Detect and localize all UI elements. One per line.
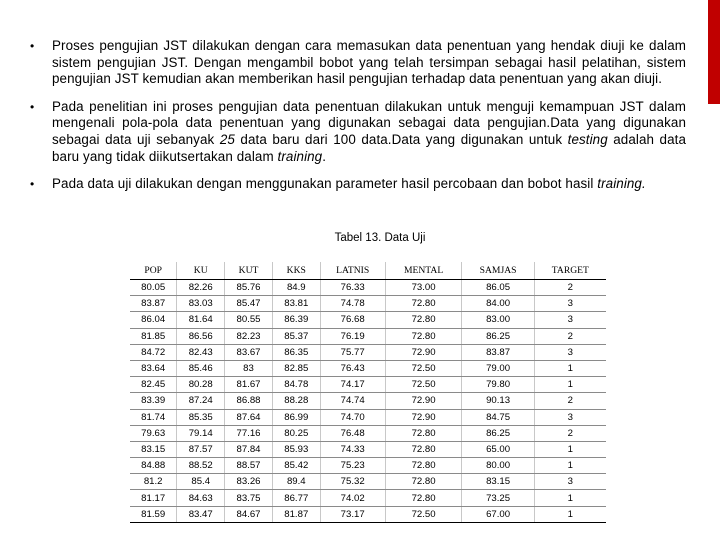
data-table [130, 262, 606, 523]
table-caption: Tabel 13. Data Uji [334, 232, 426, 244]
table-cell: 83.15 [130, 441, 177, 457]
table-cell: 72.80 [385, 490, 462, 506]
table-cell: 73.17 [320, 506, 385, 522]
table-cell: 86.88 [225, 393, 273, 409]
table-cell: 83.81 [272, 296, 320, 312]
table-cell: 3 [534, 312, 606, 328]
table-cell: 1 [534, 458, 606, 474]
table-cell: 83.26 [225, 474, 273, 490]
table-row [130, 377, 606, 393]
table-cell: 1 [534, 506, 606, 522]
table-row [130, 328, 606, 344]
table-cell: 90.13 [462, 393, 534, 409]
table-cell: 72.50 [385, 377, 462, 393]
table-cell: 80.05 [130, 280, 177, 296]
column-header-kks: KKS [272, 262, 320, 280]
table-cell: 80.55 [225, 312, 273, 328]
table-cell: 87.64 [225, 409, 273, 425]
bullet-text-segment: Proses pengujian JST dilakukan dengan cara memasukan data penentuan yang hendak diuji ke dalam sistem pengujian JST. Dengan mengambil bobot yang telah tersimpan sebagai hasil pelatihan, sistem pengujian JST kemudian akan memberikan hasil pengujian terhadap data penentuan yang akan diuji. [52, 38, 686, 87]
table-cell: 85.42 [272, 458, 320, 474]
table-cell: 86.99 [272, 409, 320, 425]
table-row [130, 474, 606, 490]
table-cell: 76.43 [320, 360, 385, 376]
table-cell: 84.9 [272, 280, 320, 296]
bullet-text-segment: training [277, 148, 323, 164]
table-cell: 79.63 [130, 425, 177, 441]
bullet-text-segment: 25 [219, 131, 235, 147]
table-cell: 80.00 [462, 458, 534, 474]
table-cell: 83 [225, 360, 273, 376]
table-cell: 82.85 [272, 360, 320, 376]
table-cell: 76.19 [320, 328, 385, 344]
table-cell: 75.32 [320, 474, 385, 490]
table-cell: 85.35 [177, 409, 225, 425]
table-cell: 80.28 [177, 377, 225, 393]
table-cell: 89.4 [272, 474, 320, 490]
table-cell: 88.52 [177, 458, 225, 474]
table-cell: 85.93 [272, 441, 320, 457]
table-cell: 72.80 [385, 441, 462, 457]
table-cell: 87.57 [177, 441, 225, 457]
table-cell: 86.56 [177, 328, 225, 344]
bullet-marker-icon: • [30, 39, 35, 53]
table-cell: 3 [534, 296, 606, 312]
table-cell: 83.00 [462, 312, 534, 328]
table-cell: 76.48 [320, 425, 385, 441]
table-cell: 65.00 [462, 441, 534, 457]
table-cell: 86.04 [130, 312, 177, 328]
table-cell: 81.67 [225, 377, 273, 393]
table-row [130, 506, 606, 522]
table-cell: 82.43 [177, 344, 225, 360]
table-cell: 2 [534, 328, 606, 344]
table-cell: 72.80 [385, 296, 462, 312]
column-header-target: TARGET [534, 262, 606, 280]
table-cell: 79.14 [177, 425, 225, 441]
table-cell: 85.37 [272, 328, 320, 344]
table-cell: 85.4 [177, 474, 225, 490]
table-cell: 84.72 [130, 344, 177, 360]
table-cell: 86.25 [462, 425, 534, 441]
table-cell: 1 [534, 441, 606, 457]
table-cell: 72.90 [385, 409, 462, 425]
table-cell: 75.77 [320, 344, 385, 360]
table-header-row [130, 262, 606, 280]
column-header-kut: KUT [225, 262, 273, 280]
table-cell: 67.00 [462, 506, 534, 522]
table-cell: 86.77 [272, 490, 320, 506]
table-cell: 84.88 [130, 458, 177, 474]
table-cell: 76.68 [320, 312, 385, 328]
table-cell: 2 [534, 393, 606, 409]
table-cell: 85.76 [225, 280, 273, 296]
table-row [130, 425, 606, 441]
table-cell: 74.70 [320, 409, 385, 425]
table-cell: 88.57 [225, 458, 273, 474]
table-cell: 3 [534, 409, 606, 425]
accent-bar [708, 0, 720, 104]
table-body [130, 280, 606, 523]
table-cell: 81.64 [177, 312, 225, 328]
table-cell: 72.90 [385, 344, 462, 360]
table-cell: 83.67 [225, 344, 273, 360]
bullet-marker-icon: • [30, 99, 35, 114]
table-row [130, 393, 606, 409]
table-cell: 86.05 [462, 280, 534, 296]
table-cell: 85.47 [225, 296, 273, 312]
table-cell: 72.50 [385, 506, 462, 522]
bullet-text-segment: adalah data baru yang tidak diikutsertakan dalam [52, 131, 687, 164]
bullet-list [30, 38, 686, 204]
table-cell: 84.67 [225, 506, 273, 522]
table-cell: 1 [534, 490, 606, 506]
table-cell: 81.17 [130, 490, 177, 506]
table-cell: 72.80 [385, 425, 462, 441]
bullet-text-segment: . [322, 148, 327, 164]
table-row [130, 344, 606, 360]
table-cell: 87.84 [225, 441, 273, 457]
column-header-latnis: LATNIS [320, 262, 385, 280]
bullet-text-segment: Pada data uji dilakukan dengan menggunakan parameter hasil percobaan dan bobot hasil [52, 176, 598, 192]
table-row [130, 409, 606, 425]
table-cell: 3 [534, 344, 606, 360]
column-header-ku: KU [177, 262, 225, 280]
table-row [130, 490, 606, 506]
table-cell: 81.87 [272, 506, 320, 522]
table-cell: 80.25 [272, 425, 320, 441]
table-cell: 76.33 [320, 280, 385, 296]
table-cell: 1 [534, 360, 606, 376]
table-cell: 83.47 [177, 506, 225, 522]
bullet-paragraph [30, 99, 686, 165]
column-header-pop: POP [130, 262, 177, 280]
table-cell: 72.80 [385, 474, 462, 490]
table-cell: 77.16 [225, 425, 273, 441]
table-row [130, 360, 606, 376]
table-cell: 2 [534, 280, 606, 296]
table-row [130, 296, 606, 312]
table-cell: 83.15 [462, 474, 534, 490]
table-cell: 72.90 [385, 393, 462, 409]
table-cell: 83.39 [130, 393, 177, 409]
table-cell: 81.2 [130, 474, 177, 490]
bullet-paragraph [30, 176, 686, 193]
table-cell: 82.23 [225, 328, 273, 344]
table-cell: 73.25 [462, 490, 534, 506]
column-header-samjas: SAMJAS [462, 262, 534, 280]
table-cell: 85.46 [177, 360, 225, 376]
table-cell: 75.23 [320, 458, 385, 474]
table-cell: 81.85 [130, 328, 177, 344]
table-cell: 74.78 [320, 296, 385, 312]
table-cell: 79.00 [462, 360, 534, 376]
table-cell: 88.28 [272, 393, 320, 409]
table-cell: 86.25 [462, 328, 534, 344]
table-cell: 74.17 [320, 377, 385, 393]
table-cell: 81.59 [130, 506, 177, 522]
table-cell: 72.80 [385, 328, 462, 344]
bullet-text-segment: Pada penelitian ini proses pengujian data penentuan dilakukan untuk menguji kemampuan JST dalam mengenali pola-pola data penentuan yang digunakan sebagai data pengujian.Data yang digunakan sebagai data uji sebanyak [52, 98, 686, 147]
table-cell: 83.87 [130, 296, 177, 312]
bullet-text-segment: testing [567, 131, 608, 147]
table-cell: 86.35 [272, 344, 320, 360]
table-cell: 83.87 [462, 344, 534, 360]
table-cell: 83.75 [225, 490, 273, 506]
table-row [130, 312, 606, 328]
table-cell: 72.80 [385, 312, 462, 328]
bullet-text-segment: training. [597, 176, 646, 192]
table-row [130, 458, 606, 474]
bullet-text-segment: data baru dari 100 data.Data yang digunakan untuk [234, 131, 568, 147]
table-cell: 84.75 [462, 409, 534, 425]
table-cell: 84.00 [462, 296, 534, 312]
table-cell: 84.78 [272, 377, 320, 393]
table-cell: 79.80 [462, 377, 534, 393]
table-cell: 81.74 [130, 409, 177, 425]
table-cell: 82.26 [177, 280, 225, 296]
table-row [130, 441, 606, 457]
column-header-mental: MENTAL [385, 262, 462, 280]
table-cell: 3 [534, 474, 606, 490]
bullet-marker-icon: • [30, 177, 35, 192]
table-cell: 82.45 [130, 377, 177, 393]
table-cell: 87.24 [177, 393, 225, 409]
table-cell: 86.39 [272, 312, 320, 328]
table-cell: 72.80 [385, 458, 462, 474]
table-cell: 74.33 [320, 441, 385, 457]
table-cell: 73.00 [385, 280, 462, 296]
table-cell: 84.63 [177, 490, 225, 506]
table-cell: 2 [534, 425, 606, 441]
table-row [130, 280, 606, 296]
table-cell: 72.50 [385, 360, 462, 376]
table-cell: 1 [534, 377, 606, 393]
table-cell: 74.02 [320, 490, 385, 506]
bullet-paragraph [30, 38, 686, 88]
table-cell: 83.03 [177, 296, 225, 312]
table-cell: 83.64 [130, 360, 177, 376]
table-cell: 74.74 [320, 393, 385, 409]
